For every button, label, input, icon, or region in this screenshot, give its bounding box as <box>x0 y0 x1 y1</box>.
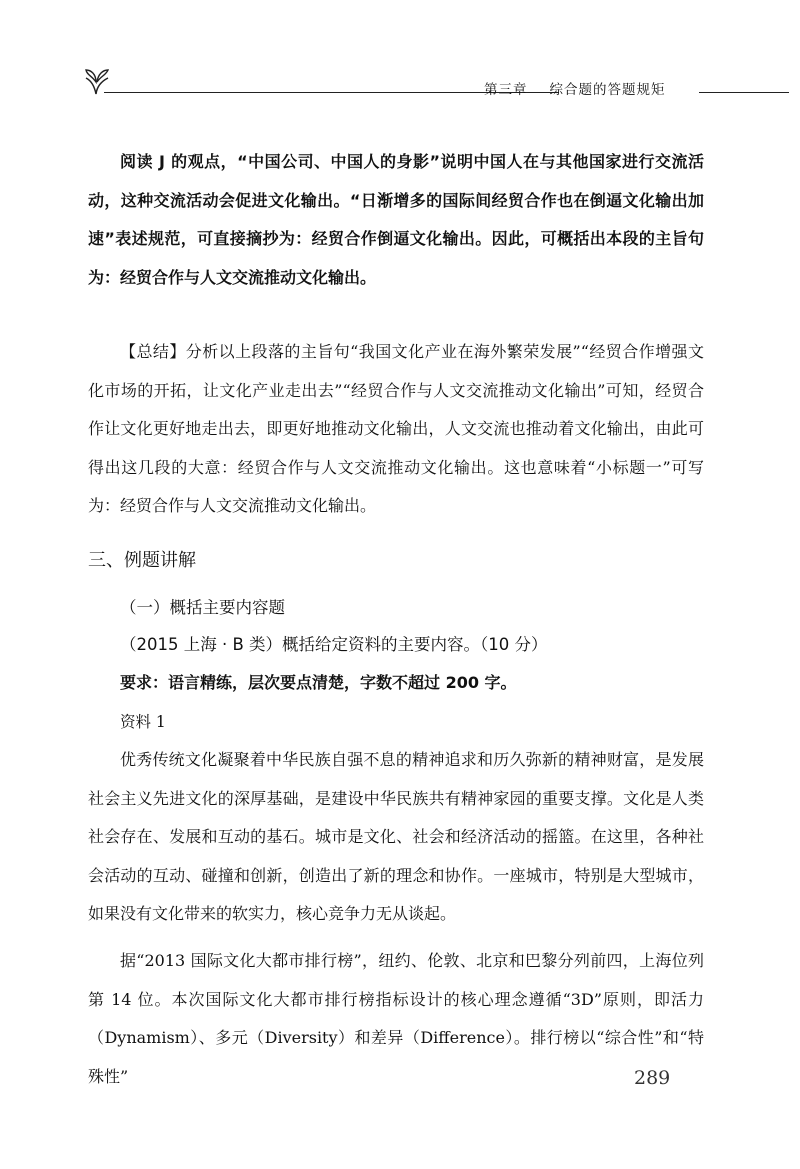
material-paragraph-1: 优秀传统文化凝聚着中华民族自强不息的精神追求和历久弥新的精神财富，是发展社会主义先进文化的深厚基础，是建设中华民族共有精神家园的重要支撑。文化是人类社会存在、发展和互动的基石。城市是文化、社会和经济活动的摇篮。在这里，各种社会活动的互动、碰撞和创新，创造出了新的理念和协作。一座城市，特别是大型城市，如果没有文化带来的软实力，核心竞争力无从谈起。 <box>88 750 704 923</box>
material-label: 资料 1 <box>120 713 166 731</box>
section-title: 三、例题讲解 <box>88 550 196 571</box>
paragraph-analysis: 阅读 J 的观点，“中国公司、中国人的身影”说明中国人在与其他国家进行交流活动，这种交流活动会促进文化输出。“日渐增多的国际间经贸合作也在倒逼文化输出加速”表述规范，可直接摘抄为：经贸合作倒逼文化输出。因此，可概括出本段的主旨句为：经贸合作与人文交流推动文化输出。 <box>88 152 704 287</box>
material-paragraph-2: 据“2013 国际文化大都市排行榜”，纽约、伦敦、北京和巴黎分列前四，上海位列第 14 位。本次国际文化大都市排行榜指标设计的核心理念遵循“3D”原则，即活力（Dynamism）、多元（Diversity）和差异（Difference）。排行榜以“综合性”和“特殊性” <box>88 951 704 1086</box>
question-requirement: 要求：语言精练，层次要点清楚，字数不超过 200 字。 <box>120 673 517 692</box>
chapter-title <box>484 78 784 98</box>
header-rule-right <box>699 92 789 93</box>
subsection-title: （一）概括主要内容题 <box>120 598 285 617</box>
running-header <box>84 66 790 106</box>
chapter-name: 综合题的答题规矩 <box>549 82 666 98</box>
paragraph-summary: 【总结】分析以上段落的主旨句“我国文化产业在海外繁荣发展”“经贸合作增强文化市场的开拓，让文化产业走出去”“经贸合作与人文交流推动文化输出”可知，经贸合作让文化更好地走出去，即更好地推动文化输出，人文交流也推动着文化输出，由此可得出这几段的大意：经贸合作与人文交流推动文化输出。这也意味着“小标题一”可写为：经贸合作与人文交流推动文化输出。 <box>88 342 704 515</box>
chapter-number: 第三章 <box>484 82 528 98</box>
page-number: 289 <box>634 1067 671 1089</box>
question-title: （2015 上海 · B 类）概括给定资料的主要内容。（10 分） <box>120 635 548 654</box>
